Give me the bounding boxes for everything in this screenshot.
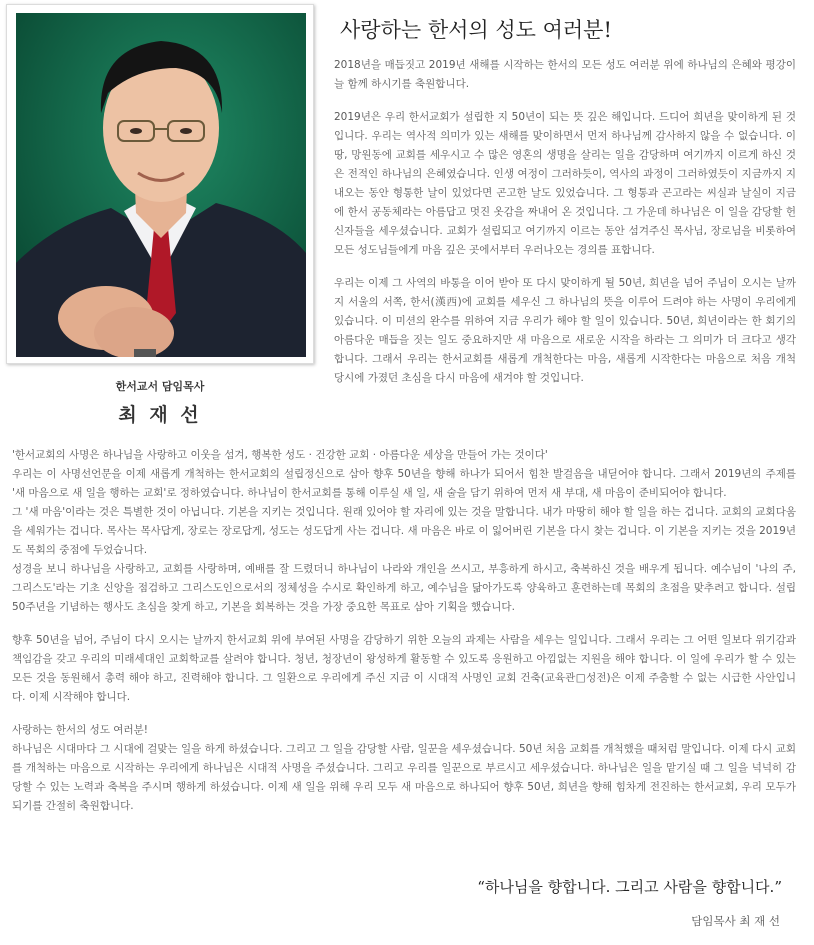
bottom-column-text — [12, 446, 796, 816]
caption-name: 최 재 선 — [118, 404, 202, 426]
bottom-paragraph: 그 '새 마음'이라는 것은 특별한 것이 아닙니다. 기본을 지키는 것입니다. 원래 있어야 할 자리에 있는 것을 말합니다. 내가 마땅히 해야 할 일을 하는 겁니다. 교회의 교회다움을 세워가는 겁니다. 목사는 목사답게, 장로는 장로답게, 성도는 성도답게 사는 겁니다. 새 마음은 바로 이 잃어버린 기본을 다시 찾는 겁니다. 이 기본을 지키는 것을 2019년도 목회의 중점에 두었습니다. — [12, 506, 796, 556]
signature: 담임목사 최 재 선 — [691, 914, 780, 928]
right-paragraph: 2018년을 매듭짓고 2019년 새해를 시작하는 한서의 모든 성도 여러분 위에 하나님의 은혜와 평강이 늘 함께 하시기를 축원합니다. — [334, 59, 796, 90]
closing-quote: “하나님을 향합니다. 그리고 사람을 향합니다.” — [477, 878, 782, 896]
caption-role: 한서교서 담임목사 — [115, 380, 205, 393]
photo-caption — [6, 378, 314, 427]
bottom-paragraph: 우리는 이 사명선언문을 이제 새롭게 개척하는 한서교회의 설립정신으로 삼아 향후 50년을 향해 하나가 되어서 힘찬 발걸음을 내딛어야 합니다. 그래서 2019년의 주제를 '새 마음으로 새 일을 행하는 교회'로 정하였습니다. 하나님이 한서교회를 통해 이루실 새 일, 새 술을 담기 위하여 먼저 새 부대, 새 마음이 준비되어야 합니다. — [12, 468, 796, 499]
bottom-paragraph: 성경을 보니 하나님을 사랑하고, 교회를 사랑하며, 예배를 잘 드렸더니 하나님이 나라와 개인을 쓰시고, 부흥하게 하시고, 축복하신 것을 배우게 됩니다. 예수님이 '나의 주, 그리스도'라는 기초 신앙을 점검하고 그리스도인으로서의 정체성을 수시로 확인하게 하고, 예수님을 닮아가도록 양육하고 훈련하는데 목회의 초점을 맞추려고 합니다. 설립50주년을 기념하는 행사도 초심을 찾게 하고, 기본을 회복하는 것을 가장 중요한 목표로 삼아 기획을 했습니다. — [12, 563, 796, 613]
bottom-paragraph: 향후 50년을 넘어, 주님이 다시 오시는 날까지 한서교회 위에 부여된 사명을 감당하기 위한 오늘의 과제는 사람을 세우는 일입니다. 그래서 우리는 그 어떤 일보다 위기감과 책임감을 갖고 우리의 미래세대인 교회학교를 살려야 합니다. 청년, 청장년이 왕성하게 활동할 수 있도록 응원하고 아낌없는 지원을 해야 합니다. 이 일에 우리가 할 수 있는 모든 것을 동원해서 총력 해야 하고, 진력해야 합니다. 그 일환으로 우리에게 주신 지금 이 시대적 사명인 교회 건축(교육관□성전)은 이제 주춤할 수 없는 시급한 사안입니다. 이제 시작해야 합니다. — [12, 634, 796, 703]
right-column-text — [334, 56, 796, 402]
bottom-paragraph: 하나님은 시대마다 그 시대에 걸맞는 일을 하게 하셨습니다. 그리고 그 일을 감당할 사람, 일꾼을 세우셨습니다. 50년 처음 교회를 개척했을 때처럼 말입니다. 이제 다시 교회를 개척하는 마음으로 시작하는 우리에게 하나님은 시대적 사명을 주셨습니다. 그리고 우리를 일꾼으로 부르시고 세우셨습니다. 하나님은 일을 맡기실 때 그 일을 넉넉히 감당할 수 있는 노력과 축복을 주시며 행하게 하셨습니다. 이제 새 일을 위해 우리 모두 새 마음으로 하나되어 향후 50년, 희년을 향해 힘차게 전진하는 한서교회, 우리 모두가 되기를 간절히 축원합니다. — [12, 743, 796, 812]
pastor-photo-frame — [6, 4, 314, 364]
greeting-line: 사랑하는 한서의 성도 여러분! — [12, 724, 148, 736]
right-paragraph: 우리는 이제 그 사역의 바통을 이어 받아 또 다시 맞이하게 될 50년, 희년을 넘어 주님이 오시는 날까지 서울의 서쪽, 한서(漢西)에 교회를 세우신 그 하나님의 뜻을 이루어 드려야 하는 사명이 우리에게 있습니다. 이 미션의 완수를 위하여 지금 우리가 해야 할 일이 있습니다. 50년, 희년이라는 한 회기의 아름다운 매듭을 짓는 일도 중요하지만 새 마음으로 새로운 시작을 하라는 그 의미가 더 크다고 생각합니다. 그래서 우리는 한서교회를 새롭게 개척한다는 마음, 새롭게 시작한다는 마음으로 처음 개척 당시에 가졌던 초심을 다시 마음에 새겨야 할 것입니다. — [334, 277, 796, 384]
letter-headline: 사랑하는 한서의 성도 여러분! — [340, 18, 612, 42]
pastor-portrait-image — [16, 13, 306, 357]
right-paragraph: 2019년은 우리 한서교회가 설립한 지 50년이 되는 뜻 깊은 해입니다. 드디어 희년을 맞이하게 된 것입니다. 우리는 역사적 의미가 있는 새해를 맞이하면서 먼저 하나님께 감사하지 않을 수 없습니다. 이 땅, 망원동에 교회를 세우시고 수 많은 영혼의 생명을 살리는 일을 감당하며 여기까지 이르게 하신 것은 전적인 하나님의 은혜였습니다. 인생 여정이 그러하듯이, 역사의 과정이 그러하였듯이 지금까지 지내오는 동안 형통한 날이 있었다면 곤고한 날도 있었습니다. 그 형통과 곤고라는 씨실과 날실이 지금에 한서 공동체라는 아름답고 멋진 옷감을 짜내어 온 것입니다. 그 가운데 하나님은 이 일을 감당할 헌신자들을 세우셨습니다. 교회가 설립되고 여기까지 이르는 동안 섬겨주신 목사님, 장로님을 비롯하여 모든 성도님들에게 마음 깊은 곳에서부터 우러나오는 경의를 표합니다. — [334, 111, 796, 256]
portrait-illustration — [16, 13, 306, 357]
mission-statement: '한서교회의 사명은 하나님을 사랑하고 이웃을 섬겨, 행복한 성도 · 건강한 교회 · 아름다운 세상을 만들어 가는 것이다' — [12, 449, 548, 461]
